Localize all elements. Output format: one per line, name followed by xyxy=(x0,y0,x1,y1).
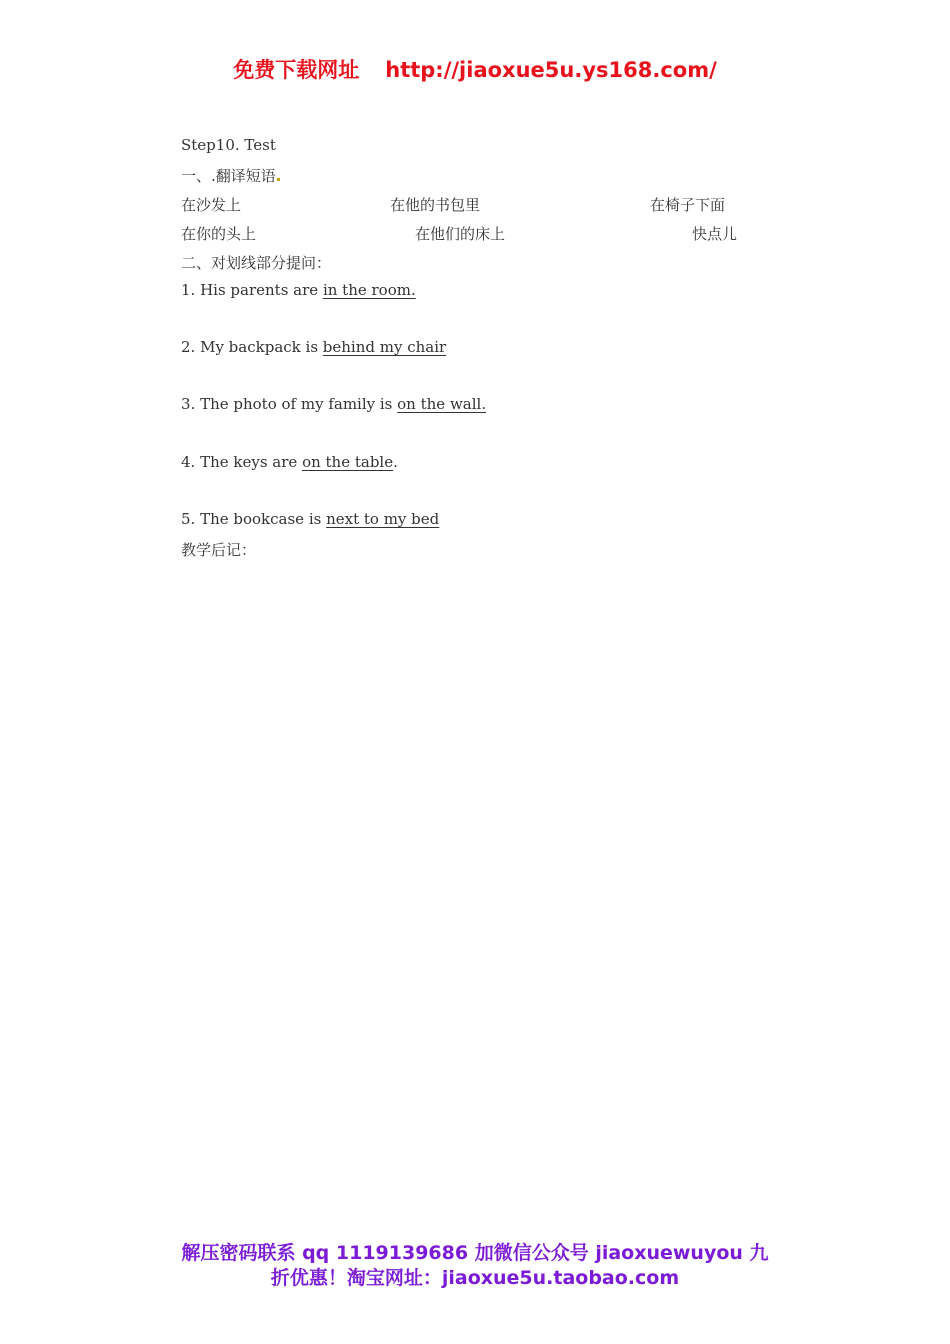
underlined-phrase: on the table xyxy=(302,453,394,471)
phrase-item: 快点儿 xyxy=(692,225,738,243)
header-label: 免费下载网址 xyxy=(233,58,360,82)
section-translate-heading: 一、.翻译短语 xyxy=(181,165,280,186)
teaching-notes-label: 教学后记： xyxy=(181,541,257,559)
question-item: 3. The photo of my family is on the wall. xyxy=(181,395,487,413)
question-item: 5. The bookcase is next to my bed xyxy=(181,510,440,528)
underlined-phrase: on the wall. xyxy=(397,395,487,413)
step-heading: Step10. Test xyxy=(181,136,276,154)
phrase-item: 在他们的床上 xyxy=(415,225,506,243)
header-banner xyxy=(0,54,950,84)
underlined-phrase: next to my bed xyxy=(326,510,440,528)
header-url-link[interactable]: http://jiaoxue5u.ys168.com/ xyxy=(385,58,717,82)
phrase-item: 在沙发上 xyxy=(181,196,242,214)
section-question-heading: 二、对划线部分提问： xyxy=(181,254,332,272)
phrase-item: 在他的书包里 xyxy=(390,196,481,214)
footer-banner xyxy=(0,1241,950,1291)
question-item: 1. His parents are in the room. xyxy=(181,281,416,299)
question-item: 4. The keys are on the table. xyxy=(181,453,398,471)
phrase-item: 在椅子下面 xyxy=(650,196,726,214)
footer-line-2: 折优惠！淘宝网址：jiaoxue5u.taobao.com xyxy=(270,1267,680,1289)
phrase-item: 在你的头上 xyxy=(181,225,257,243)
underlined-phrase: in the room. xyxy=(322,281,416,299)
underlined-phrase: behind my chair xyxy=(322,338,447,356)
question-item: 2. My backpack is behind my chair xyxy=(181,338,447,356)
footer-line-1: 解压密码联系 qq 1119139686 加微信公众号 jiaoxuewuyou 九 xyxy=(181,1242,769,1264)
